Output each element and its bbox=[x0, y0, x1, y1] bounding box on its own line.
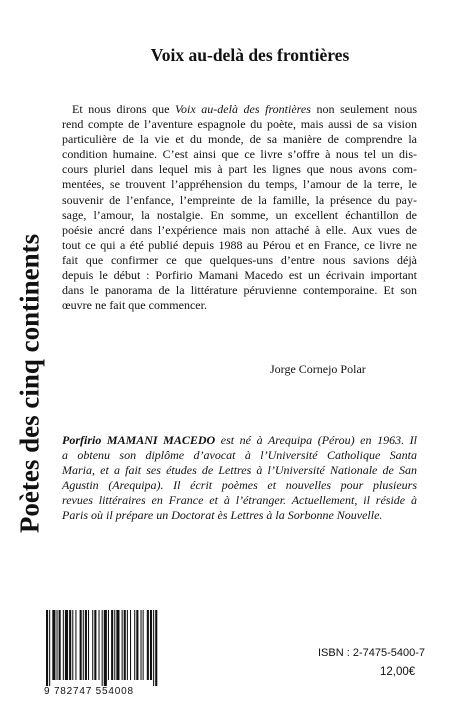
synopsis-title-ref: Voix au-delà des frontières bbox=[175, 102, 311, 116]
barcode-bar bbox=[150, 610, 152, 680]
synopsis-line: depuis le début : Porfirio Mamani Macedo est un écrivain important bbox=[62, 268, 417, 283]
barcode bbox=[44, 610, 194, 686]
barcode-bar bbox=[134, 610, 135, 680]
bio-line: Paris où il prépare un Doctorat ès Lettres à la Sorbonne Nouvelle. bbox=[62, 508, 383, 523]
barcode-bar bbox=[141, 610, 142, 680]
synopsis-line: œuvre ne fait que commencer. bbox=[62, 298, 207, 313]
synopsis-line: souvenir de l’enfance, l’empreinte de la famille, la présence du pay- bbox=[62, 192, 417, 207]
synopsis-line: cours pluriel dans lequel mis à part les lignes que nous avons com- bbox=[62, 162, 417, 177]
synopsis-line: dans le panorama de la littérature péruvienne contemporaine. Et son bbox=[62, 283, 417, 298]
barcode-bar bbox=[136, 610, 138, 680]
barcode-bar bbox=[153, 610, 154, 686]
barcode-bar bbox=[111, 610, 113, 680]
barcode-bar bbox=[116, 610, 119, 680]
synopsis-signature: Jorge Cornejo Polar bbox=[270, 362, 366, 376]
book-title: Voix au-delà des frontières bbox=[150, 45, 350, 65]
barcode-bar bbox=[108, 610, 109, 680]
barcode-bar bbox=[127, 610, 128, 680]
barcode-bar bbox=[147, 610, 149, 680]
isbn: ISBN : 2-7475-5400-7 bbox=[318, 647, 426, 659]
barcode-bar bbox=[85, 610, 87, 680]
barcode-bar bbox=[102, 610, 103, 686]
synopsis-line: fait que confirmer ce que quelques-uns d’entre nous savions déjà bbox=[62, 252, 417, 267]
barcode-bar bbox=[72, 610, 73, 680]
barcode-bar bbox=[122, 610, 123, 680]
synopsis-text bbox=[62, 102, 417, 313]
barcode-digits: 9 782747 554008 bbox=[44, 686, 134, 697]
barcode-bar bbox=[114, 610, 115, 680]
author-name: Porfirio MAMANI MACEDO bbox=[62, 433, 216, 447]
barcode-bar bbox=[46, 610, 48, 686]
barcode-bar bbox=[52, 610, 55, 680]
synopsis-line: particulière de la vie et du monde, de sa manière de comprendre la bbox=[62, 132, 417, 147]
barcode-bar bbox=[80, 610, 82, 680]
barcode-bar bbox=[92, 610, 93, 680]
barcode-bar bbox=[59, 610, 61, 680]
barcode-bar bbox=[69, 610, 71, 680]
bio-line: Agustin (Arequipa). Il écrit poèmes et nouvelles pour plusieurs bbox=[62, 478, 417, 493]
barcode-bar bbox=[143, 610, 144, 680]
bio-line: a obtenu son diplôme d’avocat à l’Université Catholique Santa bbox=[62, 448, 417, 463]
synopsis-line: Et nous dirons que Voix au-delà des frontières non seulement nous bbox=[72, 102, 417, 116]
bio-line: Porfirio MAMANI MACEDO est né à Arequipa (Pérou) en 1963. Il bbox=[62, 433, 417, 447]
barcode-bar bbox=[155, 610, 157, 686]
barcode-bar bbox=[57, 610, 58, 680]
series-title-spine bbox=[11, 0, 43, 704]
barcode-bar bbox=[65, 610, 68, 680]
author-bio bbox=[62, 433, 417, 524]
series-title: Poètes des cinq continents bbox=[14, 233, 45, 534]
synopsis-line: condition humaine. C’est ainsi que ce livre s’offre à nous tel un dis- bbox=[62, 147, 417, 162]
bio-line: revues littéraires en France et à l’étranger. Actuellement, il réside à bbox=[62, 493, 417, 508]
barcode-bar bbox=[83, 610, 84, 680]
synopsis-line: mentées, se trouvent l’appréhension du temps, l’amour de la terre, le bbox=[62, 177, 417, 192]
bio-line: Maria, et a fait ses études de Lettres à l’Université Nationale de San bbox=[62, 463, 417, 478]
synopsis-line: sage, l’amour, la nostalgie. En somme, un excellent échantillon de bbox=[62, 207, 417, 222]
barcode-bar bbox=[63, 610, 64, 680]
synopsis-line: poésie ancré dans l’expérience mais non attaché à elle. Aux vues de bbox=[62, 222, 417, 237]
barcode-bar bbox=[94, 610, 96, 680]
barcode-bar bbox=[130, 610, 131, 680]
barcode-bar bbox=[104, 610, 107, 686]
barcode-bar bbox=[88, 610, 89, 680]
barcode-bar bbox=[49, 610, 50, 686]
synopsis-line: rend compte de l’aventure espagnole du poète, mais aussi de sa vision bbox=[62, 117, 417, 132]
barcode-bar bbox=[124, 610, 126, 680]
price: 12,00€ bbox=[380, 666, 416, 678]
barcode-bar bbox=[99, 610, 100, 680]
synopsis-line: tout ce qui a été publié depuis 1988 au Pérou et en France, ce livre ne bbox=[62, 237, 417, 252]
barcode-bar bbox=[75, 610, 76, 680]
